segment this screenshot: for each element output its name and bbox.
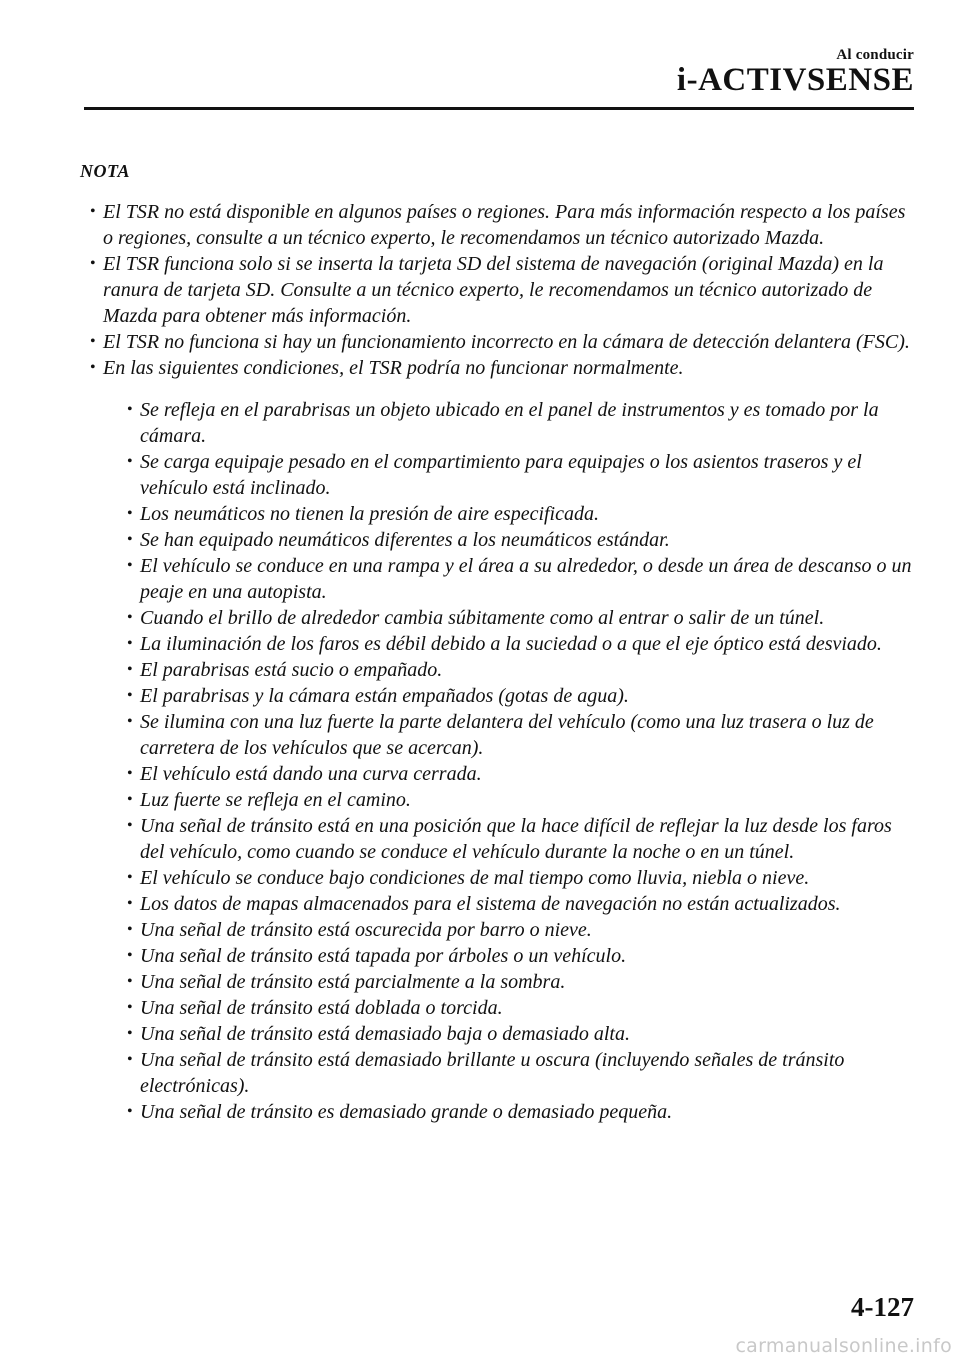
condition-text: El vehículo se conduce bajo condiciones de mal tiempo como lluvia, niebla o nieve.: [140, 867, 810, 889]
condition-text: Luz fuerte se refleja en el camino.: [140, 789, 411, 811]
note-item-text: El TSR no funciona si hay un funcionamiento incorrecto en la cámara de detección delantera (FSC).: [103, 331, 910, 353]
condition-text: Los neumáticos no tienen la presión de aire especificada.: [140, 503, 599, 525]
bullet-icon: •: [127, 973, 133, 990]
condition-text: Una señal de tránsito está parcialmente a la sombra.: [140, 971, 566, 993]
note-item: [86, 329, 916, 355]
condition-text: Una señal de tránsito está en una posición que la hace difícil de reflejar la luz desde los faros del vehículo, como cuando se conduce el vehículo durante la noche o en un túnel.: [140, 815, 892, 863]
condition-text: Una señal de tránsito está oscurecida por barro o nieve.: [140, 919, 592, 941]
condition-text: Una señal de tránsito está demasiado baja o demasiado alta.: [140, 1023, 630, 1045]
condition-item: [103, 683, 916, 709]
condition-text: El parabrisas y la cámara están empañados (gotas de agua).: [140, 685, 629, 707]
watermark-text: carmanualsonline.info: [735, 1335, 952, 1357]
bullet-icon: •: [90, 359, 96, 376]
bullet-icon: •: [127, 1051, 133, 1068]
condition-text: El vehículo se conduce en una rampa y el área a su alrededor, o desde un área de descanso o un peaje en una autopista.: [140, 555, 912, 603]
bullet-icon: •: [127, 921, 133, 938]
note-list: [86, 199, 916, 1125]
condition-text: Una señal de tránsito está demasiado brillante u oscura (incluyendo señales de tránsito electrónicas).: [140, 1049, 845, 1097]
condition-item: [103, 449, 916, 501]
condition-text: Se carga equipaje pesado en el compartimiento para equipajes o los asientos traseros y el vehículo está inclinado.: [140, 451, 862, 499]
bullet-icon: •: [127, 713, 133, 730]
condition-item: [103, 865, 916, 891]
condition-item: [103, 527, 916, 553]
condition-item: [103, 657, 916, 683]
note-item-text: El TSR funciona solo si se inserta la tarjeta SD del sistema de navegación (original Mazda) en la ranura de tarjeta SD. Consulte a un técnico experto, le recomendamos un técnico autorizado de Mazda para obtener más información.: [103, 253, 884, 327]
bullet-icon: •: [127, 401, 133, 418]
bullet-icon: •: [127, 635, 133, 652]
bullet-icon: •: [127, 505, 133, 522]
condition-item: [103, 943, 916, 969]
note-item: [86, 199, 916, 251]
condition-text: Se han equipado neumáticos diferentes a los neumáticos estándar.: [140, 529, 670, 551]
bullet-icon: •: [127, 999, 133, 1016]
condition-text: Los datos de mapas almacenados para el sistema de navegación no están actualizados.: [140, 893, 841, 915]
bullet-icon: •: [127, 661, 133, 678]
header-divider: [84, 107, 914, 110]
bullet-icon: •: [127, 895, 133, 912]
note-item: [86, 355, 916, 1125]
note-item-text: En las siguientes condiciones, el TSR podría no funcionar normalmente.: [103, 357, 684, 379]
condition-item: [103, 1021, 916, 1047]
note-heading: NOTA: [80, 161, 131, 181]
condition-item: [103, 631, 916, 657]
condition-item: [103, 501, 916, 527]
bullet-icon: •: [127, 817, 133, 834]
condition-text: Una señal de tránsito es demasiado grande o demasiado pequeña.: [140, 1101, 673, 1123]
condition-item: [103, 397, 916, 449]
condition-text: Se refleja en el parabrisas un objeto ubicado en el panel de instrumentos y es tomado por la cámara.: [140, 399, 879, 447]
condition-item: [103, 787, 916, 813]
bullet-icon: •: [90, 333, 96, 350]
condition-item: [103, 553, 916, 605]
condition-text: El parabrisas está sucio o empañado.: [140, 659, 443, 681]
condition-item: [103, 969, 916, 995]
note-item: [86, 251, 916, 329]
bullet-icon: •: [127, 869, 133, 886]
bullet-icon: •: [127, 1025, 133, 1042]
bullet-icon: •: [127, 1103, 133, 1120]
condition-item: [103, 709, 916, 761]
chapter-label: Al conducir: [836, 47, 914, 63]
condition-text: El vehículo está dando una curva cerrada.: [140, 763, 482, 785]
conditions-list: [103, 397, 916, 1125]
condition-item: [103, 917, 916, 943]
condition-item: [103, 813, 916, 865]
bullet-icon: •: [127, 687, 133, 704]
condition-item: [103, 761, 916, 787]
condition-text: La iluminación de los faros es débil debido a la suciedad o a que el eje óptico está desviado.: [140, 633, 882, 655]
bullet-icon: •: [127, 765, 133, 782]
condition-text: Una señal de tránsito está doblada o torcida.: [140, 997, 503, 1019]
page-number: 4-127: [851, 1292, 914, 1322]
condition-item: [103, 995, 916, 1021]
condition-item: [103, 1099, 916, 1125]
bullet-icon: •: [90, 203, 96, 220]
bullet-icon: •: [127, 609, 133, 626]
section-title: i-ACTIVSENSE: [676, 62, 914, 98]
bullet-icon: •: [127, 791, 133, 808]
condition-text: Una señal de tránsito está tapada por árboles o un vehículo.: [140, 945, 627, 967]
bullet-icon: •: [127, 947, 133, 964]
bullet-icon: •: [90, 255, 96, 272]
condition-text: Cuando el brillo de alrededor cambia súbitamente como al entrar o salir de un túnel.: [140, 607, 825, 629]
bullet-icon: •: [127, 531, 133, 548]
note-item-text: El TSR no está disponible en algunos países o regiones. Para más información respecto a los países o regiones, consulte a un técnico experto, le recomendamos un técnico autorizado Mazda.: [103, 201, 906, 249]
condition-text: Se ilumina con una luz fuerte la parte delantera del vehículo (como una luz trasera o luz de carretera de los vehículos que se acercan).: [140, 711, 874, 759]
bullet-icon: •: [127, 557, 133, 574]
condition-item: [103, 605, 916, 631]
condition-item: [103, 891, 916, 917]
bullet-icon: •: [127, 453, 133, 470]
condition-item: [103, 1047, 916, 1099]
